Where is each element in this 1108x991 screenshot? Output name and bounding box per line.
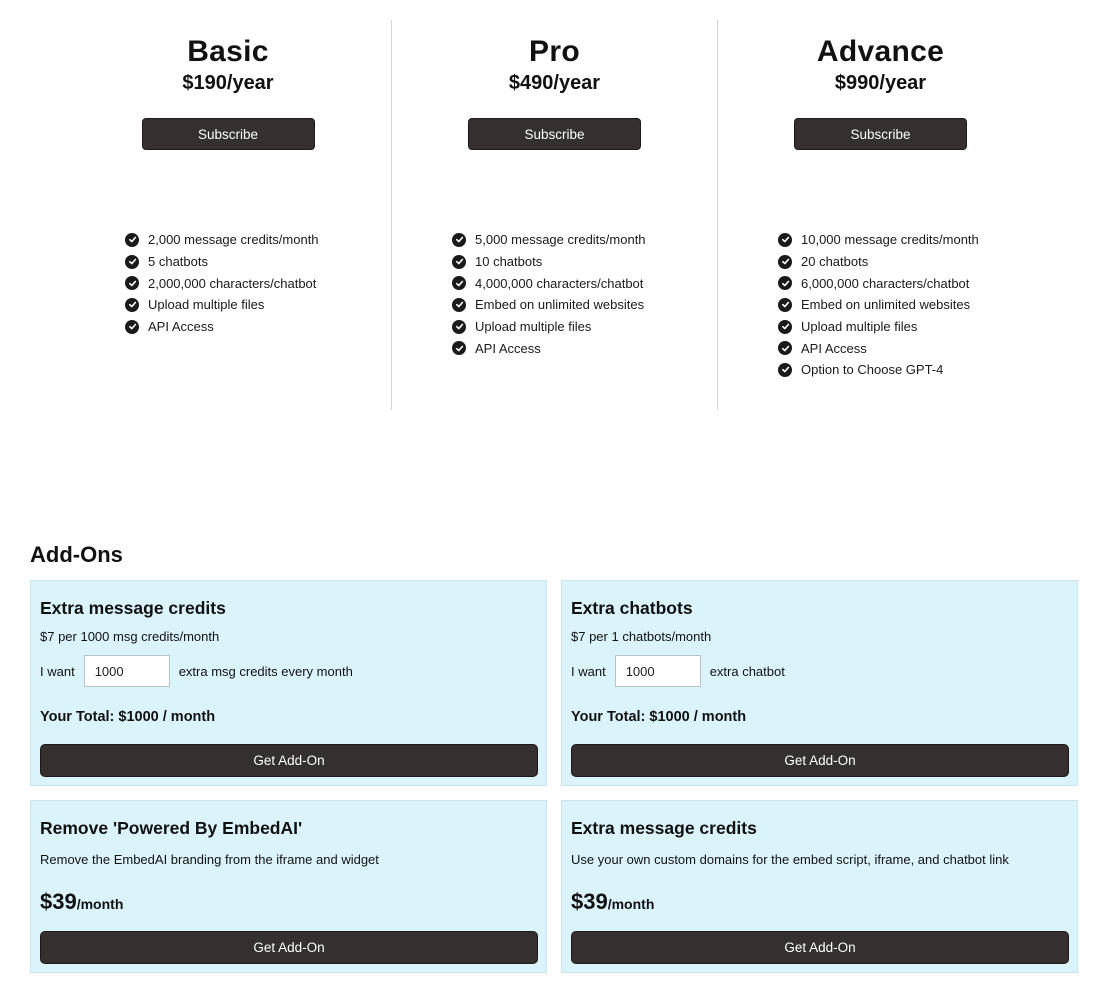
feature-label: Option to Choose GPT-4 <box>801 362 944 378</box>
feature-item <box>125 229 319 251</box>
feature-item <box>125 272 319 294</box>
feature-item <box>778 251 979 273</box>
feature-label: 5,000 message credits/month <box>475 232 646 248</box>
check-circle-icon <box>778 276 792 290</box>
plan-name: Pro <box>529 35 580 68</box>
get-addon-button-chatbots[interactable]: Get Add-On <box>571 744 1069 777</box>
plan-basic <box>65 20 391 410</box>
price-period: /month <box>76 896 124 912</box>
plan-advance <box>717 20 1043 410</box>
addon-card-extra-chatbots <box>561 580 1078 786</box>
credits-quantity-input[interactable] <box>84 655 170 687</box>
feature-label: Upload multiple files <box>801 319 918 335</box>
price-amount: $39 <box>40 889 77 914</box>
addon-price <box>571 889 654 915</box>
addon-price-line: $7 per 1000 msg credits/month <box>40 629 220 644</box>
get-addon-button-domains[interactable]: Get Add-On <box>571 931 1069 964</box>
feature-label: Embed on unlimited websites <box>801 297 971 313</box>
addon-card-remove-branding <box>30 800 547 973</box>
check-circle-icon <box>125 255 139 269</box>
check-circle-icon <box>778 255 792 269</box>
feature-label: API Access <box>148 319 214 335</box>
feature-item <box>778 294 979 316</box>
feature-item <box>452 294 646 316</box>
subscribe-button-pro[interactable]: Subscribe <box>468 118 641 150</box>
check-circle-icon <box>452 233 466 247</box>
want-prefix: I want <box>571 663 606 679</box>
want-suffix: extra chatbot <box>709 663 785 679</box>
feature-label: 2,000 message credits/month <box>148 232 319 248</box>
check-circle-icon <box>125 276 139 290</box>
check-circle-icon <box>125 320 139 334</box>
addon-title: Extra message credits <box>40 598 226 618</box>
feature-label: Upload multiple files <box>475 319 592 335</box>
feature-item <box>452 316 646 338</box>
subscribe-button-advance[interactable]: Subscribe <box>794 118 967 150</box>
addon-title: Remove 'Powered By EmbedAI' <box>40 818 303 838</box>
feature-item <box>452 337 646 359</box>
feature-item <box>125 294 319 316</box>
feature-label: 20 chatbots <box>801 254 869 270</box>
addon-card-custom-domains <box>561 800 1078 973</box>
addons-heading: Add-Ons <box>30 542 123 567</box>
addon-total: Your Total: $1000 / month <box>571 709 747 725</box>
quantity-row <box>571 655 785 687</box>
get-addon-button-credits[interactable]: Get Add-On <box>40 744 538 777</box>
check-circle-icon <box>452 298 466 312</box>
feature-item <box>778 229 979 251</box>
check-circle-icon <box>452 320 466 334</box>
feature-item <box>452 272 646 294</box>
addon-price-line: $7 per 1 chatbots/month <box>571 629 712 644</box>
feature-label: Upload multiple files <box>148 297 265 313</box>
feature-label: 10,000 message credits/month <box>801 232 979 248</box>
check-circle-icon <box>452 255 466 269</box>
check-circle-icon <box>452 276 466 290</box>
want-suffix: extra msg credits every month <box>178 663 353 679</box>
check-circle-icon <box>778 298 792 312</box>
plan-price: $490/year <box>508 72 601 94</box>
subscribe-button-basic[interactable]: Subscribe <box>142 118 315 150</box>
plan-price: $190/year <box>182 72 274 94</box>
addon-card-extra-credits <box>30 580 547 786</box>
check-circle-icon <box>452 341 466 355</box>
plan-name: Advance <box>816 35 945 68</box>
check-circle-icon <box>125 298 139 312</box>
feature-item <box>125 316 319 338</box>
plan-pro <box>391 20 717 410</box>
feature-label: 4,000,000 characters/chatbot <box>475 275 644 291</box>
feature-list <box>125 229 319 337</box>
addon-price <box>40 889 123 915</box>
addon-description: Remove the EmbedAI branding from the iframe and widget <box>40 852 379 867</box>
feature-list <box>452 229 646 359</box>
feature-item <box>778 316 979 338</box>
chatbots-quantity-input[interactable] <box>615 655 701 687</box>
feature-label: API Access <box>475 340 541 356</box>
plans-section <box>65 20 1044 410</box>
addon-description: Use your own custom domains for the embed script, iframe, and chatbot link <box>571 852 1009 867</box>
feature-list <box>778 229 979 381</box>
addon-title: Extra message credits <box>571 818 757 838</box>
feature-item <box>452 251 646 273</box>
check-circle-icon <box>778 363 792 377</box>
feature-item <box>778 272 979 294</box>
get-addon-button-branding[interactable]: Get Add-On <box>40 931 538 964</box>
check-circle-icon <box>778 233 792 247</box>
check-circle-icon <box>778 320 792 334</box>
check-circle-icon <box>125 233 139 247</box>
feature-label: 2,000,000 characters/chatbot <box>148 275 317 291</box>
addon-total: Your Total: $1000 / month <box>40 709 216 725</box>
feature-label: 10 chatbots <box>475 254 543 270</box>
feature-label: 5 chatbots <box>148 254 208 270</box>
price-amount: $39 <box>571 889 608 914</box>
plan-name: Basic <box>187 35 269 68</box>
feature-label: API Access <box>801 340 867 356</box>
check-circle-icon <box>778 341 792 355</box>
feature-item <box>778 359 979 381</box>
plan-price: $990/year <box>834 72 927 94</box>
quantity-row <box>40 655 353 687</box>
want-prefix: I want <box>40 663 75 679</box>
feature-label: 6,000,000 characters/chatbot <box>801 275 970 291</box>
feature-label: Embed on unlimited websites <box>475 297 645 313</box>
feature-item <box>452 229 646 251</box>
feature-item <box>125 251 319 273</box>
feature-item <box>778 337 979 359</box>
price-period: /month <box>607 896 655 912</box>
addon-title: Extra chatbots <box>571 598 693 618</box>
